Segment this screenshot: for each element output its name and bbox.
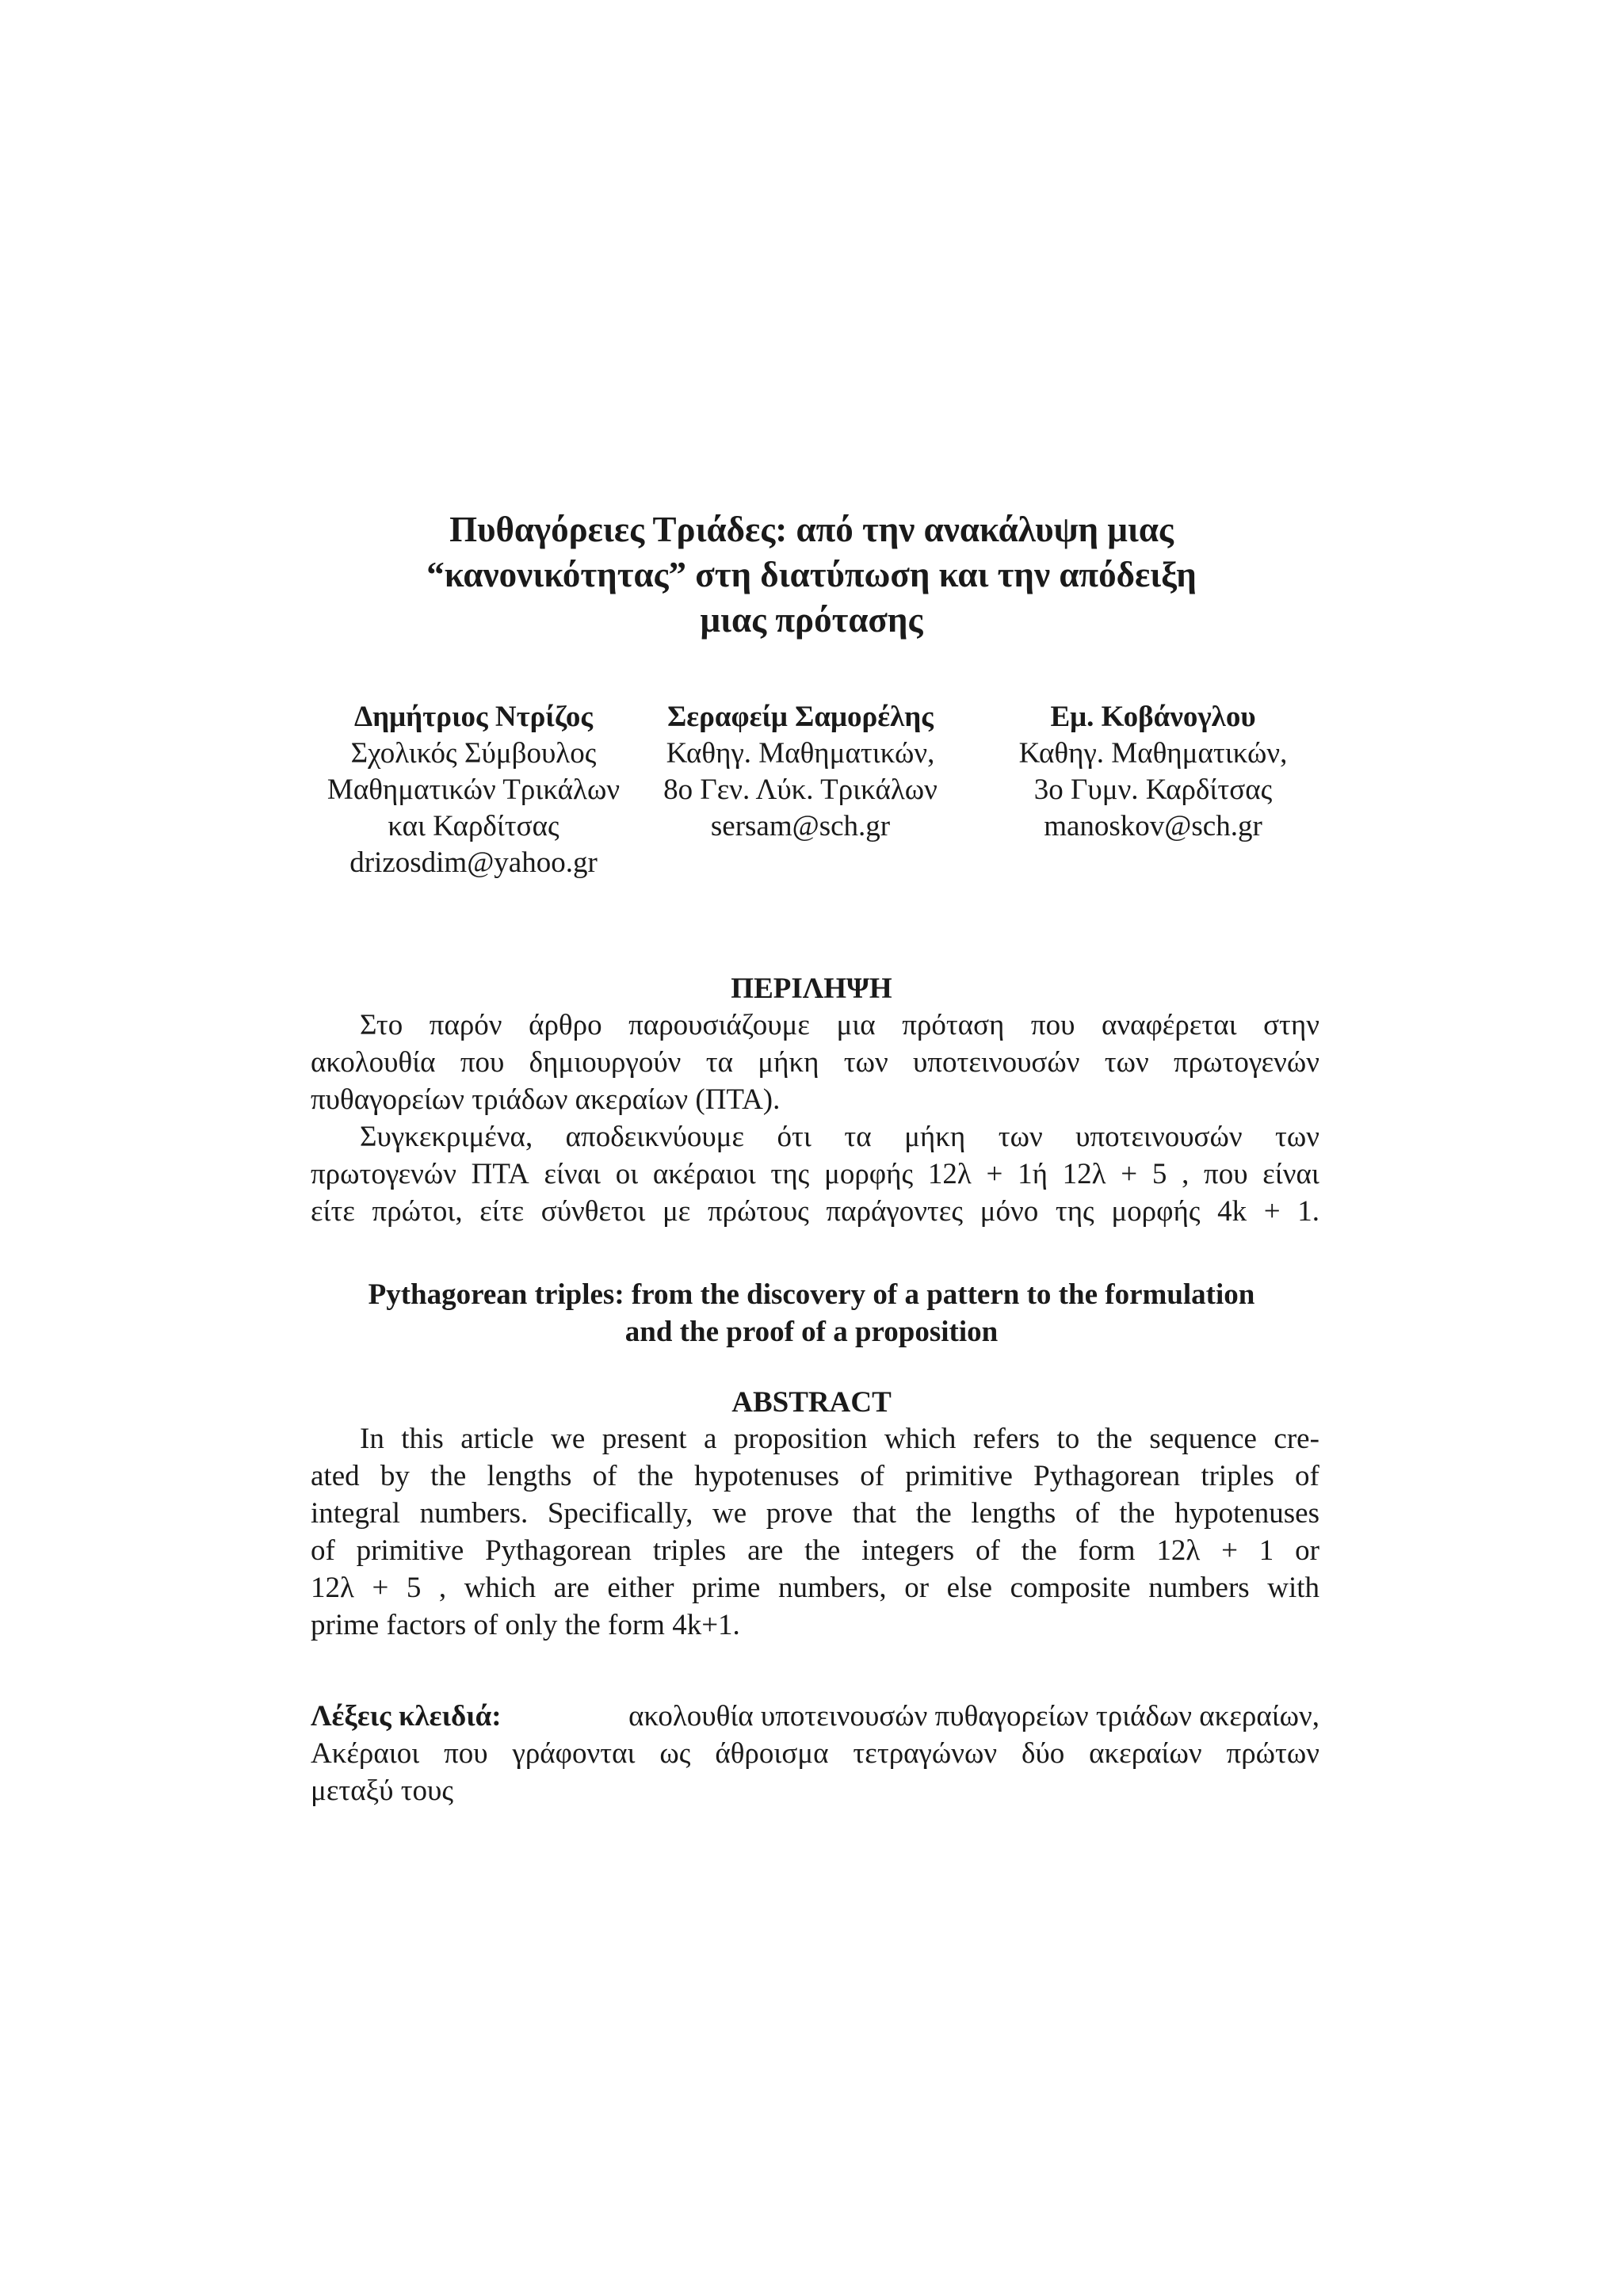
word: σύνθετοι (540, 1195, 646, 1228)
word: ακέραιοι (652, 1158, 756, 1190)
word: present (601, 1423, 687, 1455)
word: παρουσιάζουμε (628, 1009, 810, 1041)
word: τετραγώνων (853, 1737, 998, 1770)
word: the (1119, 1497, 1155, 1530)
word: μήκη (904, 1121, 966, 1153)
word: παράγοντες (826, 1195, 963, 1228)
paper-title (301, 507, 1322, 643)
word: πρωτογενών (1173, 1046, 1319, 1079)
keywords-paragraph (311, 1698, 1319, 1809)
word: a (704, 1423, 717, 1455)
author-affiliation-line: και Καρδίτσας (388, 810, 559, 842)
keywords-line-1 (311, 1698, 1319, 1735)
word: prove (766, 1497, 833, 1530)
english-abstract-paragraph (311, 1420, 1319, 1644)
word: μόνο (980, 1195, 1039, 1228)
word: to (1056, 1423, 1080, 1455)
greek-abstract-paragraph-2 (311, 1118, 1319, 1230)
word: 1ή (1018, 1158, 1048, 1190)
text-line (311, 1457, 1319, 1495)
word: primitive (905, 1460, 1013, 1492)
text-line (311, 1044, 1319, 1081)
word: άθροισμα (715, 1737, 829, 1770)
author-affiliation-line: Σχολικός Σύμβουλος (350, 737, 597, 770)
word: Συγκεκριμένα, (360, 1121, 533, 1153)
word: ated (311, 1460, 360, 1492)
word: είναι (1262, 1158, 1319, 1190)
word: of (860, 1460, 885, 1492)
author-2 (626, 699, 975, 845)
word: of (592, 1460, 617, 1492)
word: of (1295, 1460, 1319, 1492)
word: we (551, 1423, 586, 1455)
word: else (946, 1572, 993, 1604)
word: proposition (733, 1423, 868, 1455)
word: πρωτογενών (311, 1158, 456, 1190)
keywords-text: ακολουθία υποτεινουσών πυθαγορείων τριάδων ακεραίων, (628, 1700, 1319, 1733)
word: παρόν (429, 1009, 502, 1041)
word: 4k (1217, 1195, 1247, 1228)
word: numbers. (419, 1497, 529, 1530)
author-email: sersam@sch.gr (710, 810, 891, 842)
word: στην (1263, 1009, 1319, 1041)
text-line (311, 1569, 1319, 1606)
english-title-line-1: Pythagorean triples: from the discovery of a pattern to the formulation (368, 1278, 1255, 1311)
word: by (380, 1460, 410, 1492)
text-line (311, 1193, 1319, 1230)
english-abstract-heading: ABSTRACT (731, 1386, 892, 1419)
word: ότι (777, 1121, 812, 1153)
word: of (1075, 1497, 1100, 1530)
word: αναφέρεται (1101, 1009, 1237, 1041)
word: Στο (360, 1009, 403, 1041)
word: πρόταση (902, 1009, 1005, 1041)
word: των (1104, 1046, 1149, 1079)
word: article (460, 1423, 534, 1455)
author-affiliation-line: 3ο Γυμν. Καρδίτσας (1033, 774, 1273, 806)
word: + (986, 1158, 1003, 1190)
word: prime (692, 1572, 761, 1604)
author-1 (301, 699, 646, 881)
word: Pythagorean (1033, 1460, 1181, 1492)
keywords-label: Λέξεις κλειδιά: (311, 1700, 502, 1733)
word: 1. (1297, 1195, 1319, 1228)
word: triples (1201, 1460, 1274, 1492)
word: 12λ (311, 1572, 354, 1604)
word: the (430, 1460, 467, 1492)
word: που (1204, 1158, 1248, 1190)
word: δημιουργούν (529, 1046, 682, 1079)
author-affiliation-line: Καθηγ. Μαθηματικών, (666, 737, 935, 770)
word: Pythagorean (485, 1534, 632, 1567)
word: of (311, 1534, 335, 1567)
word: integers (861, 1534, 955, 1567)
text-line (311, 1735, 1319, 1772)
word: είτε (479, 1195, 525, 1228)
word: which (464, 1572, 537, 1604)
word: cre- (1274, 1423, 1319, 1455)
word: 5 (1151, 1158, 1167, 1190)
word: γράφονται (512, 1737, 636, 1770)
word: της (1055, 1195, 1094, 1228)
text-line (311, 1532, 1319, 1569)
english-title (301, 1276, 1322, 1350)
word: μήκη (758, 1046, 819, 1079)
word: + (1221, 1534, 1238, 1567)
word: Ακέραιοι (311, 1737, 420, 1770)
word: the (637, 1460, 674, 1492)
author-name: Εμ. Κοβάνογλου (1050, 701, 1256, 733)
word: primitive (356, 1534, 464, 1567)
word: which (884, 1423, 957, 1455)
title-line-3: μιας πρότασης (700, 600, 923, 640)
word: 1 (1258, 1534, 1274, 1567)
word: the (1021, 1534, 1057, 1567)
word: In (360, 1423, 384, 1455)
word: ακολουθία (311, 1046, 436, 1079)
text-line (311, 1495, 1319, 1532)
word: της (770, 1158, 810, 1190)
word: είτε (311, 1195, 355, 1228)
word: με (662, 1195, 691, 1228)
author-name: Δημήτριος Ντρίζος (353, 701, 594, 733)
word: hypotenuses (694, 1460, 839, 1492)
word: δύο (1021, 1737, 1065, 1770)
text-line: prime factors of only the form 4k+1. (311, 1609, 740, 1641)
text-line (311, 1007, 1319, 1044)
word: μορφής (823, 1158, 914, 1190)
word: που (1030, 1009, 1075, 1041)
title-line-1: Πυθαγόρειες Τριάδες: από την ανακάλυψη μιας (449, 510, 1174, 549)
word: των (843, 1046, 888, 1079)
word: πρώτους (707, 1195, 809, 1228)
word: πρώτων (1226, 1737, 1319, 1770)
word: άρθρο (529, 1009, 602, 1041)
word: integral (311, 1497, 401, 1530)
author-name: Σεραφείμ Σαμορέλης (667, 701, 934, 733)
word: + (1121, 1158, 1138, 1190)
word: , (438, 1572, 447, 1604)
word: ΠΤΑ (471, 1158, 529, 1190)
word: που (460, 1046, 505, 1079)
text-line (311, 1118, 1319, 1156)
word: υποτεινουσών (913, 1046, 1080, 1079)
word: είναι (544, 1158, 601, 1190)
text-line (311, 1420, 1319, 1457)
word: or (1295, 1534, 1319, 1567)
word: refers (972, 1423, 1041, 1455)
word: ακεραίων (1089, 1737, 1202, 1770)
word: lengths (487, 1460, 572, 1492)
word: Specifically, (547, 1497, 693, 1530)
word: numbers, (777, 1572, 887, 1604)
author-block (301, 699, 1322, 889)
text-line (311, 1156, 1319, 1193)
author-email: drizosdim@yahoo.gr (349, 846, 598, 879)
author-affiliation-line: Καθηγ. Μαθηματικών, (1018, 737, 1288, 770)
text-line: πυθαγορείων τριάδων ακεραίων (ΠΤΑ). (311, 1083, 781, 1116)
author-affiliation-line: Μαθηματικών Τρικάλων (327, 774, 621, 806)
word: lengths (971, 1497, 1056, 1530)
word: τα (705, 1046, 733, 1079)
word: μορφής (1111, 1195, 1201, 1228)
word: are (747, 1534, 784, 1567)
word: + (1263, 1195, 1281, 1228)
word: των (1275, 1121, 1319, 1153)
greek-abstract-paragraph-1 (311, 1007, 1319, 1118)
author-affiliation-line: 8ο Γεν. Λύκ. Τρικάλων (663, 774, 938, 806)
word: form (1078, 1534, 1136, 1567)
word: πρώτοι, (372, 1195, 463, 1228)
word: που (444, 1737, 488, 1770)
word: υποτεινουσών (1075, 1121, 1243, 1153)
english-title-line-2: and the proof of a proposition (624, 1316, 999, 1348)
word: 12λ (1156, 1534, 1201, 1567)
word: 12λ (927, 1158, 972, 1190)
word: with (1267, 1572, 1319, 1604)
word: 12λ (1062, 1158, 1106, 1190)
word: the (1096, 1423, 1132, 1455)
word: the (915, 1497, 952, 1530)
word: numbers (1148, 1572, 1250, 1604)
word: the (804, 1534, 841, 1567)
title-line-2: “κανονικότητας” στη διατύπωση και την απόδειξη (426, 555, 1197, 594)
word: of (976, 1534, 1000, 1567)
word: αποδεικνύουμε (565, 1121, 745, 1153)
word: μια (836, 1009, 876, 1041)
word: τα (844, 1121, 872, 1153)
word: this (401, 1423, 444, 1455)
word: that (852, 1497, 897, 1530)
word: hypotenuses (1174, 1497, 1319, 1530)
text-line: μεταξύ τους (311, 1775, 454, 1807)
word: triples (652, 1534, 727, 1567)
word: , (1182, 1158, 1190, 1190)
word: των (998, 1121, 1043, 1153)
word: either (607, 1572, 674, 1604)
word: 5 (406, 1572, 422, 1604)
word: composite (1010, 1572, 1131, 1604)
word: + (372, 1572, 389, 1604)
word: οι (615, 1158, 639, 1190)
word: ως (659, 1737, 691, 1770)
author-email: manoskov@sch.gr (1044, 810, 1262, 842)
word: sequence (1149, 1423, 1257, 1455)
word: we (712, 1497, 747, 1530)
author-3 (983, 699, 1323, 845)
word: are (553, 1572, 590, 1604)
word: or (904, 1572, 930, 1604)
greek-abstract-heading: ΠΕΡΙΛΗΨΗ (731, 972, 892, 1005)
